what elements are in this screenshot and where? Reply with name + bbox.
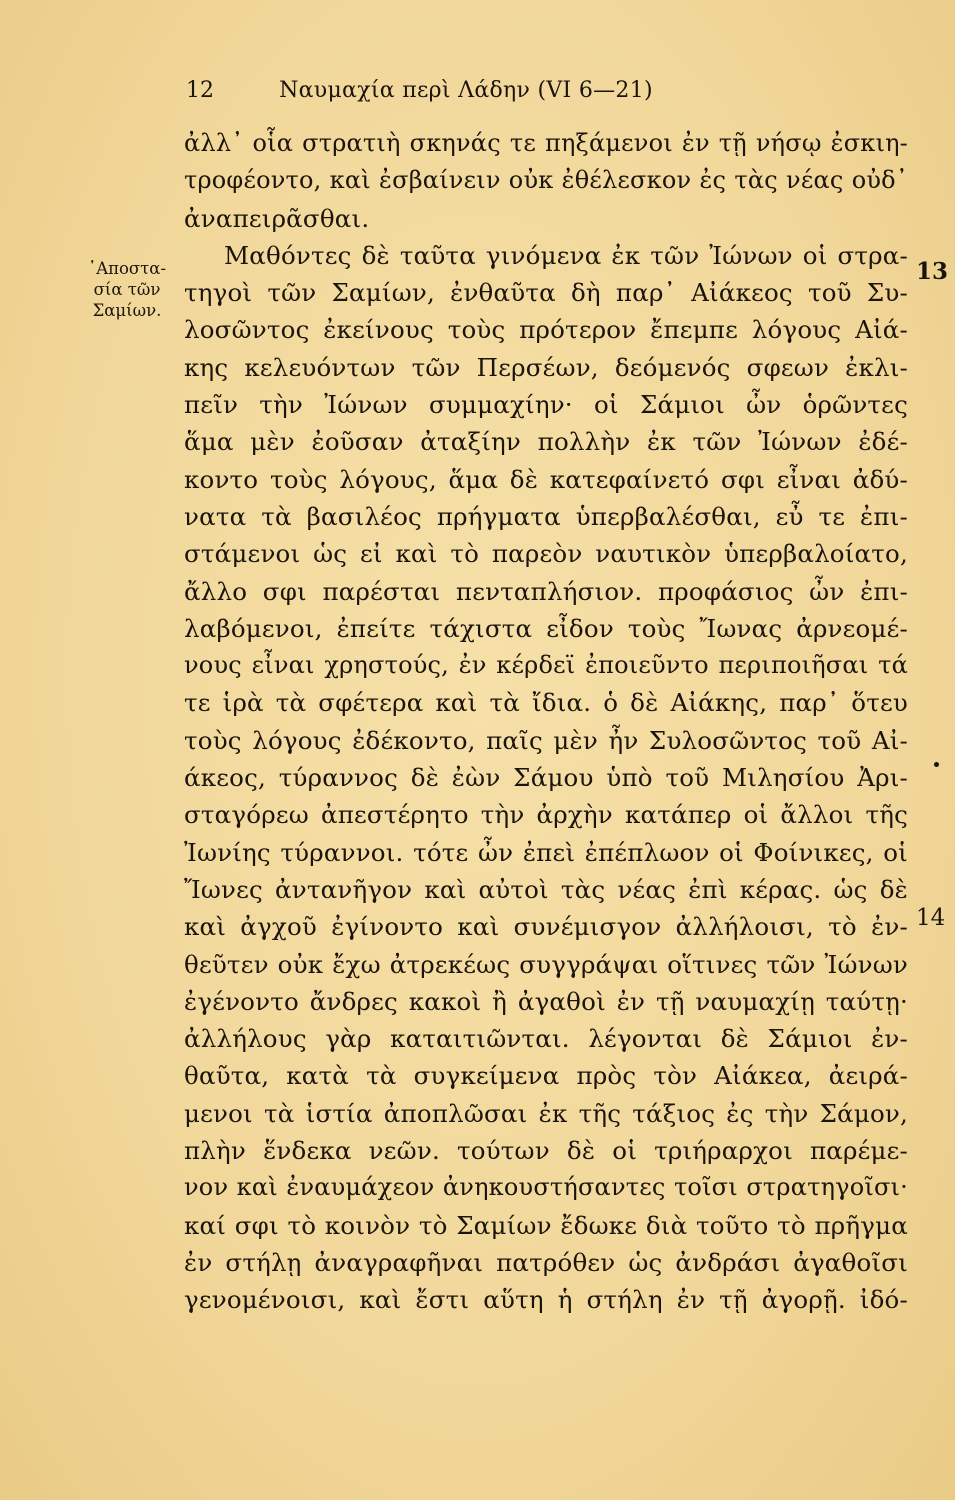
- text-line: γενομένοισι, καὶ ἔστι αὕτη ἡ στήλη ἐν τῇ ἀγορῇ. ἰδό-: [184, 1285, 908, 1315]
- margin-note: [72, 258, 182, 321]
- margin-note-line: ᾿Αποστα-: [87, 259, 167, 278]
- text-line: τε ἱρὰ τὰ σφέτερα καὶ τὰ ἴδια. ὁ δὲ Αἰάκης, παρ᾿ ὅτευ: [184, 688, 908, 718]
- text-line: Ἰωνίης τύραννοι. τότε ὦν ἐπεὶ ἐπέπλωον οἱ Φοίνικες, οἱ: [184, 837, 908, 867]
- margin-note-line: Σαμίων.: [92, 301, 162, 320]
- text-line: καί σφι τὸ κοινὸν τὸ Σαμίων ἔδωκε διὰ τοῦτο τὸ πρῆγμα: [184, 1210, 908, 1240]
- margin-note-line: σία τῶν: [93, 280, 161, 299]
- text-line: κοντο τοὺς λόγους, ἅμα δὲ κατεφαίνετό σφι εἶναι ἀδύ-: [184, 464, 908, 494]
- text-line: ἐν στήλῃ ἀναγραφῆναι πατρόθεν ὡς ἀνδράσι ἀγαθοῖσι: [184, 1247, 908, 1277]
- text-line: κης κελευόντων τῶν Περσέων, δεόμενός σφεων ἐκλι-: [184, 352, 908, 382]
- text-line: σταγόρεω ἀπεστέρητο τὴν ἀρχὴν κατάπερ οἱ ἄλλοι τῆς: [184, 800, 908, 830]
- text-line: λαβόμενοι, ἐπείτε τάχιστα εἶδον τοὺς Ἴωνας ἀρνεομέ-: [184, 613, 908, 643]
- text-line: νατα τὰ βασιλέος πρήγματα ὑπερβαλέσθαι, εὖ τε ἐπι-: [184, 501, 908, 531]
- text-line: άκεος, τύραννος δὲ ἐὼν Σάμου ὑπὸ τοῦ Μιλησίου Ἀρι-: [184, 763, 908, 793]
- text-line: θεῦτεν οὐκ ἔχω ἀτρεκέως συγγράψαι οἵτινες τῶν Ἰώνων: [184, 949, 908, 979]
- page-number: 12: [186, 78, 214, 103]
- text-line: θαῦτα, κατὰ τὰ συγκείμενα πρὸς τὸν Αἰάκεα, ἀειρά-: [184, 1061, 908, 1091]
- text-line: ἅμα μὲν ἐοῦσαν ἀταξίην πολλὴν ἐκ τῶν Ἰώνων ἐδέ-: [184, 427, 908, 457]
- text-line: ἀλλήλους γὰρ καταιτιῶνται. λέγονται δὲ Σάμιοι ἐν-: [184, 1024, 908, 1054]
- text-line: νους εἶναι χρηστούς, ἐν κέρδεϊ ἐποιεῦντο περιποιῆσαι τά: [184, 651, 908, 680]
- text-line: Ἴωνες ἀντανῆγον καὶ αὐτοὶ τὰς νέας ἐπὶ κέρας. ὡς δὲ: [184, 874, 908, 904]
- section-number-14: 14: [916, 905, 946, 931]
- section-number-13: 13: [916, 258, 949, 285]
- text-line: ἀλλ᾿ οἷα στρατιὴ σκηνάς τε πηξάμενοι ἐν τῇ νήσῳ ἐσκιη-: [184, 129, 908, 157]
- stray-mark: [934, 762, 939, 767]
- text-line: λοσῶντος ἐκείνους τοὺς πρότερον ἔπεμπε λόγους Αἰά-: [184, 315, 908, 345]
- text-line: νον καὶ ἐναυμάχεον ἀνηκουστήσαντες τοῖσι στρατηγοῖσι·: [184, 1173, 908, 1202]
- page-header: [186, 78, 746, 112]
- text-line: στάμενοι ὡς εἰ καὶ τὸ παρεὸν ναυτικὸν ὑπερβαλοίατο,: [184, 539, 908, 569]
- body-text: [184, 125, 908, 1319]
- text-line: μενοι τὰ ἱστία ἀποπλῶσαι ἐκ τῆς τάξιος ἐς τὴν Σάμον,: [184, 1098, 908, 1128]
- text-line: ἐγένοντο ἄνδρες κακοὶ ἢ ἀγαθοὶ ἐν τῇ ναυμαχίῃ ταύτῃ·: [184, 986, 908, 1016]
- text-line: τοὺς λόγους ἐδέκοντο, παῖς μὲν ἦν Συλοσῶντος τοῦ Αἰ-: [184, 725, 908, 755]
- text-line: καὶ ἀγχοῦ ἐγίνοντο καὶ συνέμισγον ἀλλήλοισι, τὸ ἐν-: [184, 912, 908, 942]
- text-line: πλὴν ἕνδεκα νεῶν. τούτων δὲ οἱ τριήραρχοι παρέμε-: [184, 1136, 908, 1166]
- text-line: ἀναπειρᾶσθαι.: [184, 203, 370, 233]
- text-line: τροφέοντο, καὶ ἐσβαίνειν οὐκ ἐθέλεσκον ἐς τὰς νέας οὐδ᾿: [184, 166, 908, 195]
- text-line: ἄλλο σφι παρέσται πενταπλήσιον. προφάσιος ὦν ἐπι-: [184, 576, 908, 606]
- text-line: πεῖν τὴν Ἰώνων συμμαχίην· οἱ Σάμιοι ὦν ὁρῶντες: [184, 390, 908, 420]
- text-line: Μαθόντες δὲ ταῦτα γινόμενα ἐκ τῶν Ἰώνων οἱ στρα-: [224, 240, 908, 270]
- running-title: Ναυμαχία περὶ Λάδην (VI 6—21): [279, 78, 653, 103]
- text-line: τηγοὶ τῶν Σαμίων, ἐνθαῦτα δὴ παρ᾿ Αἰάκεος τοῦ Συ-: [184, 278, 908, 308]
